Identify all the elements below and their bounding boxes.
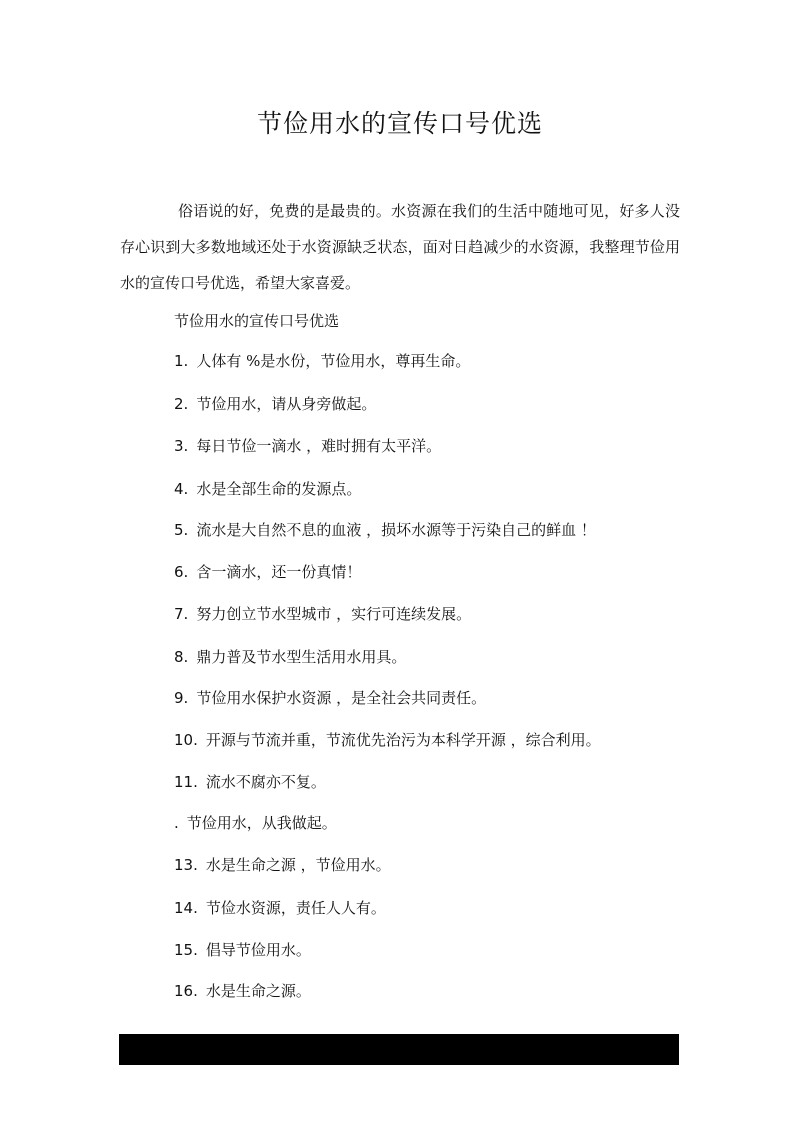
item-text: 开源与节流并重，节流优先治污为本科学开源 ，综合利用。	[205, 731, 601, 749]
list-item	[174, 897, 386, 918]
item-number: 7.	[174, 605, 189, 623]
item-text: 鼎力普及节水型生活用水用具。	[196, 648, 407, 666]
intro-paragraph: 俗语说的好，免费的是最贵的。水资源在我们的生活中随地可见，好多人没存心识到大多数地域还处于水资源缺乏状态，面对日趋减少的水资源，我整理节俭用水的宣传口号优选，希望大家喜爱。	[120, 202, 680, 292]
item-text: 含一滴水，还一份真情！	[196, 563, 362, 581]
list-item	[174, 646, 406, 667]
item-text: 节俭用水保护水资源 ，是全社会共同责任。	[196, 689, 487, 707]
list-item	[174, 519, 596, 540]
section-heading: 节俭用水的宣传口号优选	[174, 312, 340, 330]
item-text: 流水不腐亦不复。	[205, 773, 326, 791]
page-title: 节俭用水的宣传口号优选	[256, 109, 543, 138]
list-item	[174, 603, 471, 624]
item-number: 16.	[174, 982, 198, 1000]
item-number: 8.	[174, 648, 189, 666]
list-item	[174, 980, 311, 1001]
item-number: 4.	[174, 480, 189, 498]
item-number: 13.	[174, 856, 198, 874]
footer-bar	[119, 1034, 679, 1065]
item-text: 水是生命之源。	[205, 982, 311, 1000]
list-item	[174, 939, 311, 960]
item-text: 节俭用水，从我做起。	[186, 814, 337, 832]
item-number: 9.	[174, 689, 189, 707]
list-item	[174, 561, 361, 582]
item-number: 15.	[174, 941, 198, 959]
item-text: 每日节俭一滴水 ，难时拥有太平洋。	[196, 437, 442, 455]
item-number: .	[174, 814, 179, 832]
item-text: 人体有 %是水份，节俭用水，尊再生命。	[196, 352, 471, 370]
list-item	[174, 812, 337, 833]
item-number: 11.	[174, 773, 198, 791]
list-item	[174, 393, 376, 414]
item-text: 节俭用水，请从身旁做起。	[196, 395, 377, 413]
item-number: 1.	[174, 352, 189, 370]
item-number: 6.	[174, 563, 189, 581]
item-text: 水是全部生命的发源点。	[196, 480, 362, 498]
item-number: 5.	[174, 521, 189, 539]
item-text: 流水是大自然不息的血液 ，损坏水源等于污染自己的鲜血 ！	[196, 521, 596, 539]
list-item	[174, 350, 470, 371]
item-number: 3.	[174, 437, 189, 455]
item-number: 10.	[174, 731, 198, 749]
list-item	[174, 687, 486, 708]
item-text: 倡导节俭用水。	[205, 941, 311, 959]
item-number: 2.	[174, 395, 189, 413]
item-number: 14.	[174, 899, 198, 917]
list-item	[174, 771, 326, 792]
list-item	[174, 478, 361, 499]
item-text: 节俭水资源，责任人人有。	[205, 899, 386, 917]
list-item	[174, 854, 391, 875]
list-item	[174, 435, 441, 456]
item-text: 水是生命之源 ，节俭用水。	[205, 856, 391, 874]
item-text: 努力创立节水型城市 ，实行可连续发展。	[196, 605, 472, 623]
list-item	[174, 729, 601, 750]
